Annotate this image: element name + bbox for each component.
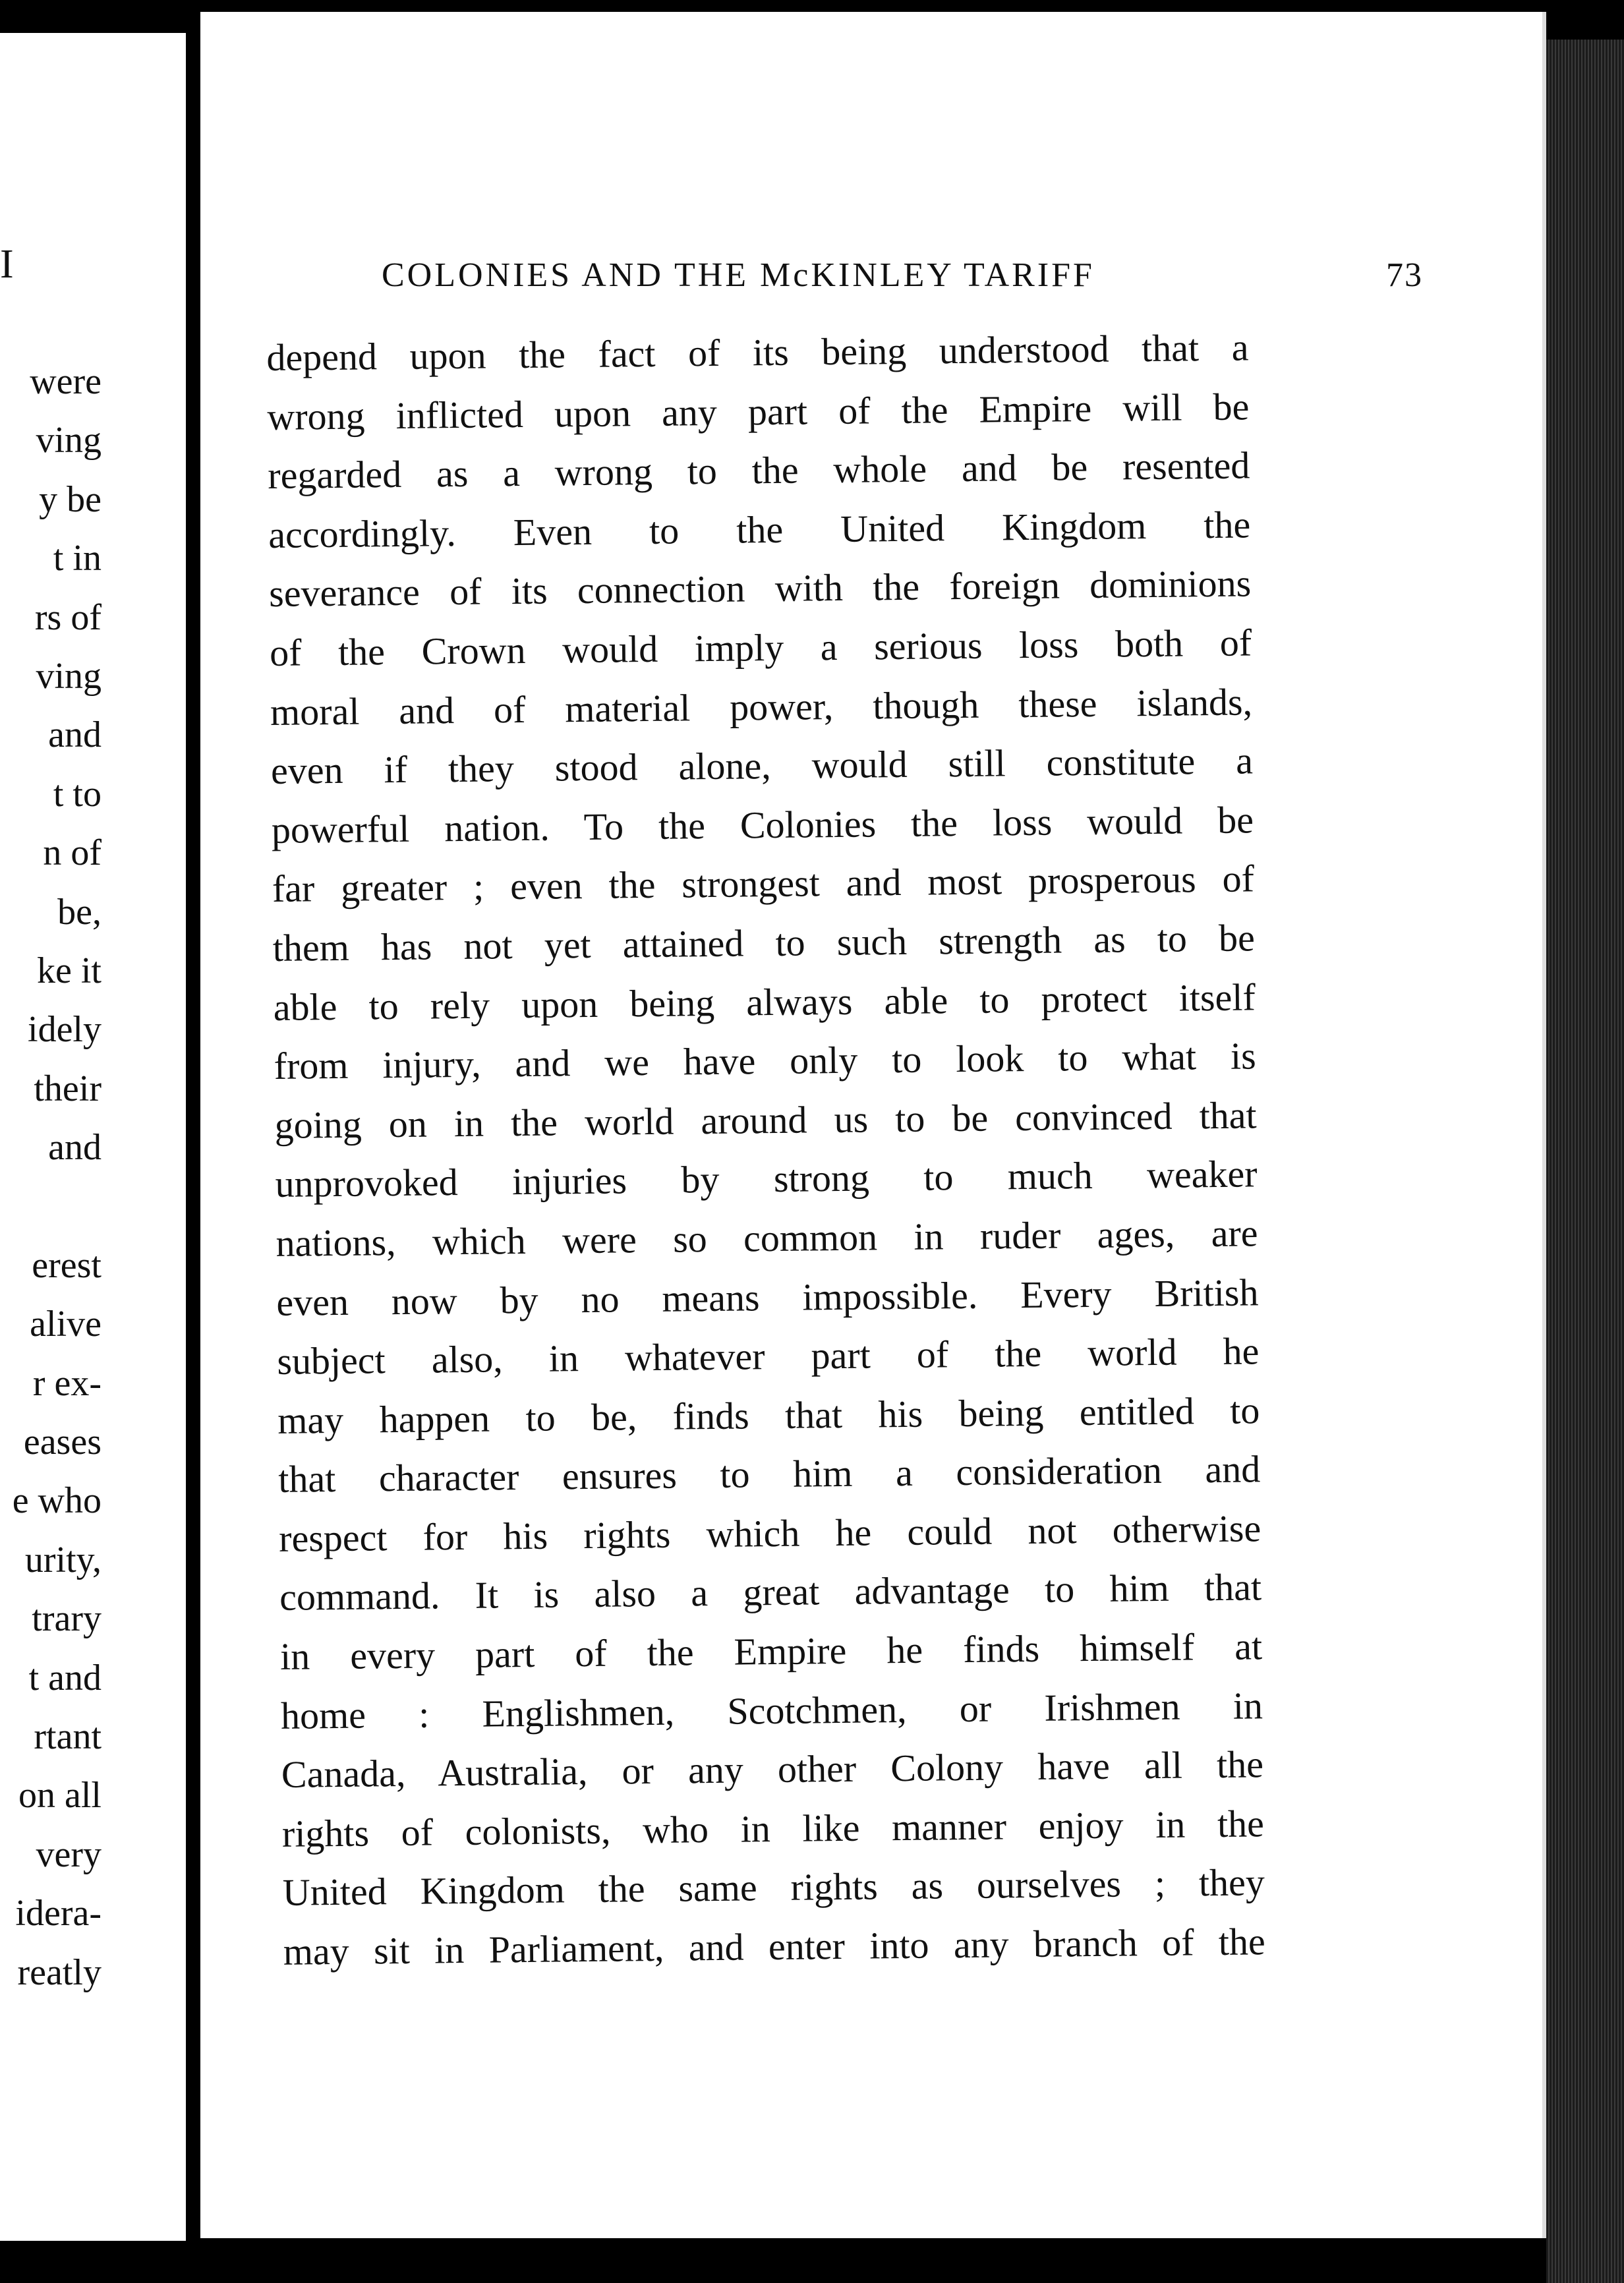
text-line: home : Englishmen, Scotchmen, or Irishmen in — [280, 1683, 1263, 1737]
text-line: regarded as a wrong to the whole and be resented — [268, 444, 1250, 498]
facing-page-line: e who — [12, 1480, 102, 1522]
text-line: may happen to be, finds that his being entitled to — [277, 1388, 1260, 1442]
book-gutter — [186, 0, 200, 2283]
text-line: respect for his rights which he could not otherwise — [278, 1507, 1262, 1560]
text-line: severance of its connection with the foreign dominions — [268, 562, 1252, 616]
text-line: them has not yet attained to such strength as to be — [272, 916, 1256, 969]
running-head-title: COLONIES AND THE McKINLEY TARIFF — [382, 256, 1095, 294]
facing-page-line: t and — [28, 1657, 102, 1698]
facing-page-text — [0, 353, 102, 2002]
facing-page-line: be, — [57, 891, 102, 933]
text-line: wrong inflicted upon any part of the Empire will be — [267, 384, 1250, 438]
facing-page-line — [0, 1177, 102, 1236]
page-block-edge — [1546, 40, 1624, 2283]
text-line: in every part of the Empire he finds himself at — [279, 1625, 1263, 1678]
facing-page-line: eases — [23, 1422, 102, 1463]
facing-page-line: t to — [53, 773, 102, 815]
text-line: may sit in Parliament, and enter into any branch of the — [283, 1920, 1266, 1973]
page-number: 73 — [1386, 256, 1423, 294]
text-line: United Kingdom the same rights as ourselves ; they — [282, 1861, 1265, 1915]
text-line: Canada, Australia, or any other Colony have all the — [281, 1743, 1264, 1797]
facing-page-line: ke it — [37, 950, 102, 991]
facing-page-line: their — [34, 1068, 102, 1109]
text-line: of the Crown would imply a serious loss both of — [269, 621, 1252, 674]
text-line: accordingly. Even to the United Kingdom the — [268, 503, 1251, 556]
facing-page-line: idely — [28, 1009, 102, 1051]
facing-page-line: idera- — [15, 1893, 102, 1934]
facing-page-line: urity, — [24, 1539, 102, 1580]
text-line: nations, which were so common in ruder ages, are — [276, 1211, 1258, 1265]
facing-page-line: were — [30, 361, 102, 402]
facing-page-line: on all — [18, 1775, 102, 1816]
text-line: powerful nation. To the Colonies the loss would be — [271, 798, 1254, 852]
facing-page-line: n of — [43, 832, 102, 874]
text-line: from injury, and we have only to look to what is — [274, 1034, 1256, 1088]
facing-page-line: ving — [36, 420, 102, 461]
facing-page-line: rs of — [34, 596, 102, 638]
facing-page-line: ving — [36, 655, 102, 697]
facing-page-line: erest — [32, 1244, 102, 1286]
text-line: depend upon the fact of its being understood that a — [266, 326, 1249, 379]
text-line: command. It is also a great advantage to him that — [279, 1565, 1262, 1619]
body-text — [266, 318, 1265, 1981]
text-line: able to rely upon being always able to protect itself — [273, 975, 1256, 1029]
facing-page-line: y be — [39, 478, 102, 520]
facing-page-line: trary — [32, 1598, 102, 1640]
facing-page-marker: I — [0, 242, 14, 287]
text-line: going on in the world around us to be convinced that — [274, 1093, 1257, 1147]
text-line: unprovoked injuries by strong to much weaker — [275, 1152, 1258, 1206]
book-page — [200, 12, 1546, 2238]
text-line: even if they stood alone, would still constitute a — [270, 739, 1254, 793]
text-line: that character ensures to him a consideration and — [277, 1447, 1261, 1501]
facing-page-line: very — [36, 1834, 102, 1875]
text-line: subject also, in whatever part of the world he — [277, 1329, 1260, 1383]
text-line: rights of colonists, who in like manner enjoy in the — [281, 1802, 1265, 1855]
facing-page-line: reatly — [17, 1951, 102, 1993]
facing-page-line: alive — [30, 1304, 102, 1345]
facing-page-line: t in — [53, 538, 102, 579]
facing-page-line: and — [48, 1127, 102, 1169]
text-line: even now by no means impossible. Every British — [276, 1270, 1259, 1324]
facing-page-line: r ex- — [32, 1362, 102, 1404]
facing-page-line: and — [48, 714, 102, 756]
facing-page-line: rtant — [34, 1716, 102, 1757]
text-line: far greater ; even the strongest and most prosperous of — [272, 857, 1255, 911]
running-head — [382, 256, 1423, 308]
text-line: moral and of material power, though these islands, — [270, 679, 1253, 734]
facing-page — [0, 33, 186, 2241]
